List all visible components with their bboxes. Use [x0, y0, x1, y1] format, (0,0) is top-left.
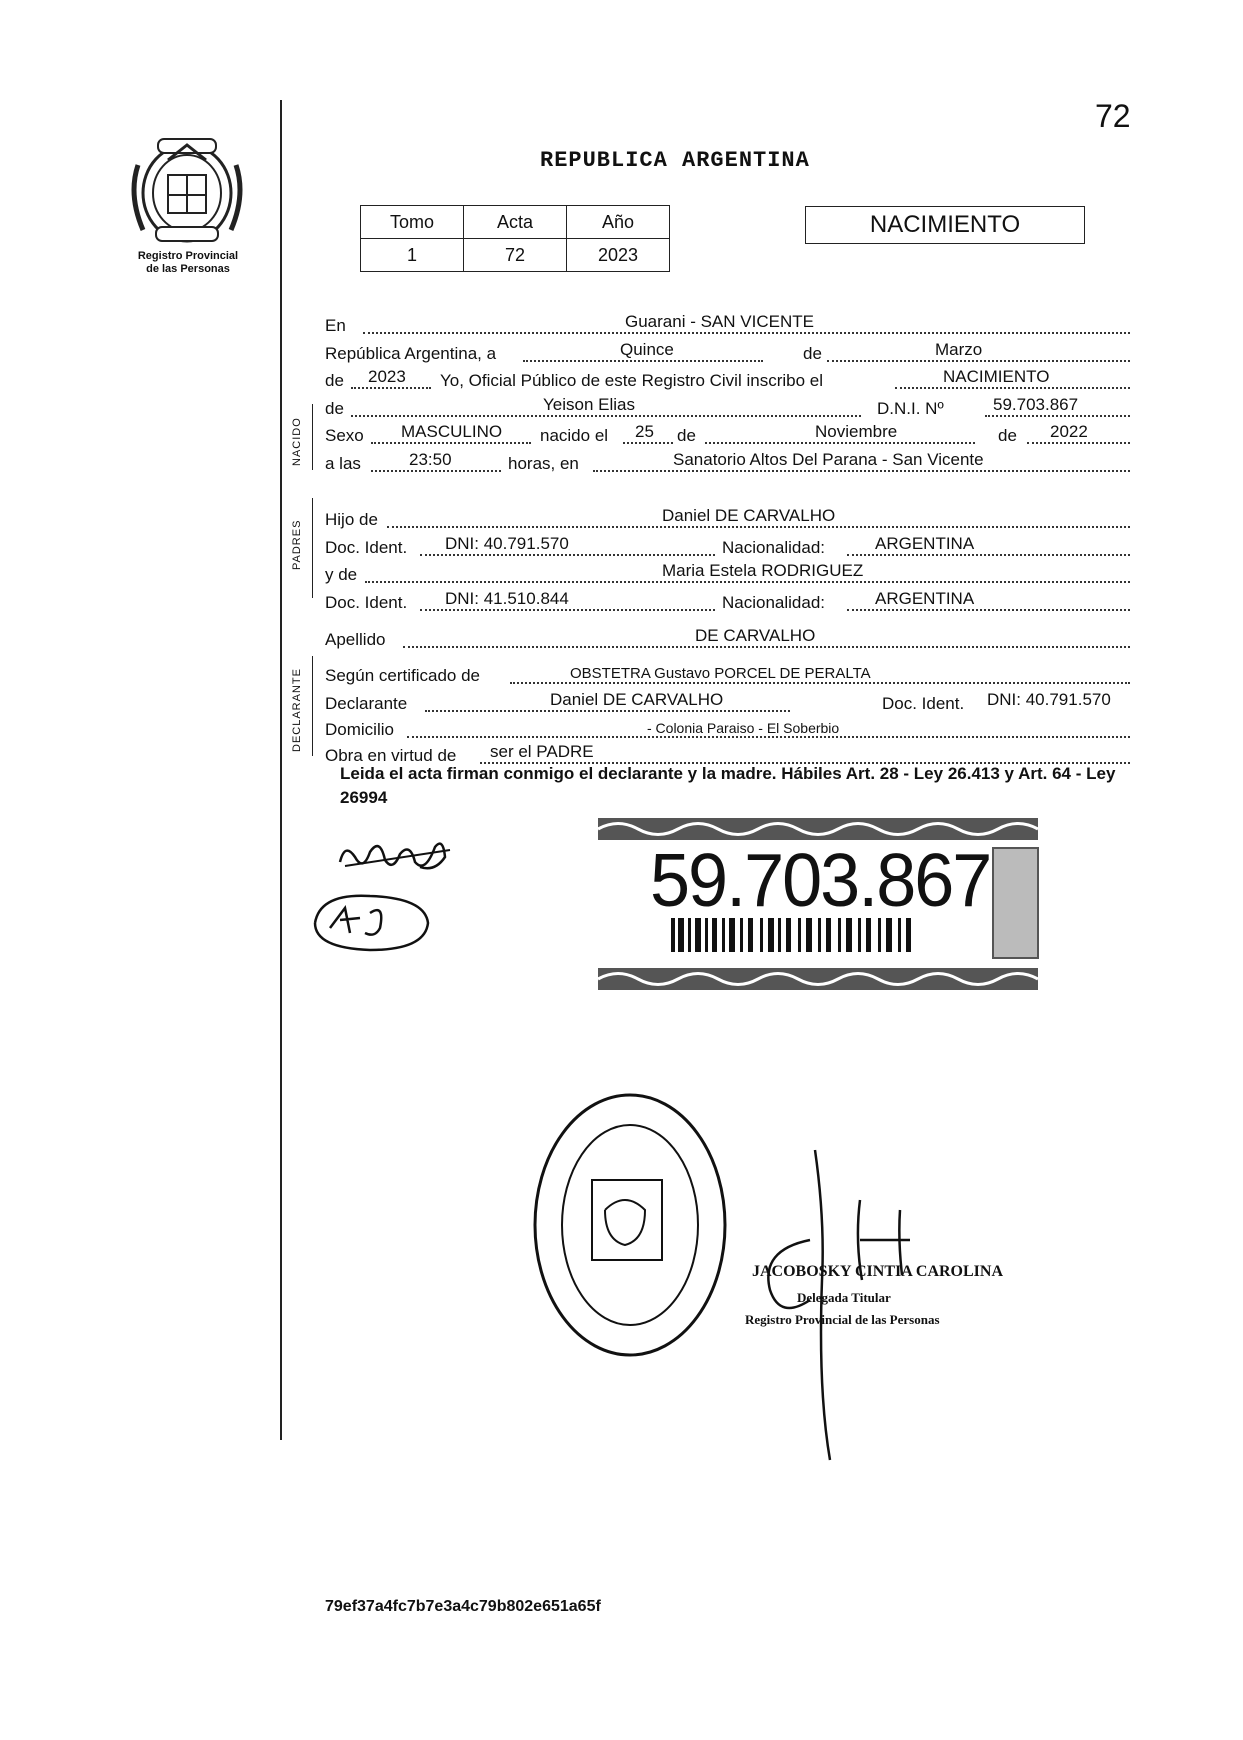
value-certificado: OBSTETRA Gustavo PORCEL DE PERALTA: [570, 665, 871, 682]
table-value-acta: 72: [464, 239, 567, 272]
table-header-tomo: Tomo: [361, 206, 464, 239]
row-mother: [325, 561, 1130, 587]
value-year: 2023: [368, 367, 406, 386]
nacido-bracket: [312, 404, 313, 470]
dni-stamp-number: 59.703.867: [650, 839, 991, 923]
label-segun: Según certificado de: [325, 666, 480, 685]
padres-bracket: [312, 498, 313, 598]
value-birth-month: Noviembre: [815, 422, 898, 441]
official-seal: [530, 1090, 730, 1360]
row-name: [325, 395, 1130, 421]
table-value-anio: 2023: [567, 239, 670, 272]
record-type-box: NACIMIENTO: [805, 206, 1085, 244]
document-title: REPUBLICA ARGENTINA: [540, 148, 810, 173]
value-father-nat: ARGENTINA: [875, 534, 975, 553]
row-republica: [325, 340, 1130, 366]
label-de4: de: [677, 426, 696, 445]
value-inscribo: NACIMIENTO: [943, 367, 1050, 386]
value-time: 23:50: [409, 450, 452, 469]
table-header-acta: Acta: [464, 206, 567, 239]
label-horas: horas, en: [508, 454, 579, 473]
label-alas: a las: [325, 454, 361, 473]
label-oficial: Yo, Oficial Público de este Registro Civil inscribo el: [440, 371, 823, 390]
label-dni: D.N.I. Nº: [877, 399, 944, 418]
label-father-nat: Nacionalidad:: [722, 538, 826, 557]
row-year: [325, 367, 1130, 393]
label-sexo: Sexo: [325, 426, 364, 445]
value-mother-name: Maria Estela RODRIGUEZ: [662, 561, 864, 580]
value-declarante: Daniel DE CARVALHO: [550, 690, 724, 709]
official-name: JACOBOSKY CINTIA CAROLINA: [752, 1263, 1003, 1280]
page-number: 72: [1095, 98, 1131, 134]
left-margin-rule: [280, 100, 282, 1440]
side-label-padres: PADRES: [291, 519, 303, 570]
label-domicilio: Domicilio: [325, 720, 394, 739]
label-de3: de: [325, 399, 344, 418]
table-value-tomo: 1: [361, 239, 464, 272]
label-apellido: Apellido: [325, 630, 386, 649]
mother-signature: [300, 888, 440, 958]
label-declarante: Declarante: [325, 694, 408, 713]
label-republica: República Argentina, a: [325, 344, 497, 363]
value-domicilio: - Colonia Paraiso - El Soberbio: [647, 720, 840, 736]
document-hash: 79ef37a4fc7b7e3a4c79b802e651a65f: [325, 1598, 601, 1615]
label-yde: y de: [325, 565, 358, 584]
value-birth-day: 25: [635, 422, 654, 441]
row-en: [325, 312, 1130, 338]
logo-caption: [118, 250, 258, 276]
value-dni: 59.703.867: [993, 395, 1079, 414]
official-office: Registro Provincial de las Personas: [745, 1312, 940, 1327]
row-hijo: [325, 506, 1130, 532]
official-role: Delegada Titular: [797, 1290, 891, 1305]
value-month: Marzo: [935, 340, 983, 359]
row-mother-doc: [325, 589, 1130, 615]
row-time: [325, 450, 1130, 476]
label-mother-doc: Doc. Ident.: [325, 593, 408, 612]
label-de: de: [803, 344, 822, 363]
value-place: Sanatorio Altos Del Parana - San Vicente: [673, 450, 984, 469]
row-father-doc: [325, 534, 1130, 560]
value-day: Quince: [620, 340, 674, 359]
logo-caption-line2: de las Personas: [146, 263, 230, 275]
label-declarante-doc: Doc. Ident.: [882, 694, 965, 713]
closing-text: Leida el acta firman conmigo el declarante y la madre. Hábiles Art. 28 - Ley 26.413 y Art. 64 - Ley 26994: [340, 764, 1116, 807]
label-de2: de: [325, 371, 344, 390]
label-en: En: [325, 316, 346, 335]
declarante-bracket: [312, 656, 313, 756]
record-table: [360, 205, 670, 272]
value-father-name: Daniel DE CARVALHO: [662, 506, 836, 525]
declarant-signature: [335, 832, 455, 882]
label-obra: Obra en virtud de: [325, 746, 457, 765]
label-hijo: Hijo de: [325, 510, 378, 529]
value-apellido: DE CARVALHO: [695, 626, 816, 645]
province-logo: [128, 135, 246, 255]
row-declarante: [325, 690, 1130, 716]
side-label-declarante: DECLARANTE: [291, 668, 303, 752]
row-domicilio: [325, 716, 1130, 742]
row-sexo: [325, 422, 1130, 448]
value-sexo: MASCULINO: [401, 422, 503, 441]
table-header-anio: Año: [567, 206, 670, 239]
logo-caption-line1: Registro Provincial: [137, 250, 239, 262]
value-name: Yeison Elias: [543, 395, 635, 414]
value-en: Guarani - SAN VICENTE: [625, 312, 814, 331]
value-mother-doc: DNI: 41.510.844: [445, 589, 569, 608]
value-mother-nat: ARGENTINA: [875, 589, 975, 608]
side-label-nacido: NACIDO: [291, 417, 303, 466]
value-obra: ser el PADRE: [490, 742, 594, 761]
label-mother-nat: Nacionalidad:: [722, 593, 826, 612]
label-nacido: nacido el: [540, 426, 609, 445]
row-apellido: [325, 626, 1130, 652]
row-segun: [325, 662, 1130, 688]
label-de5: de: [998, 426, 1017, 445]
value-father-doc: DNI: 40.791.570: [445, 534, 569, 553]
value-birth-year: 2022: [1050, 422, 1088, 441]
label-father-doc: Doc. Ident.: [325, 538, 408, 557]
value-declarante-doc: DNI: 40.791.570: [987, 690, 1111, 709]
